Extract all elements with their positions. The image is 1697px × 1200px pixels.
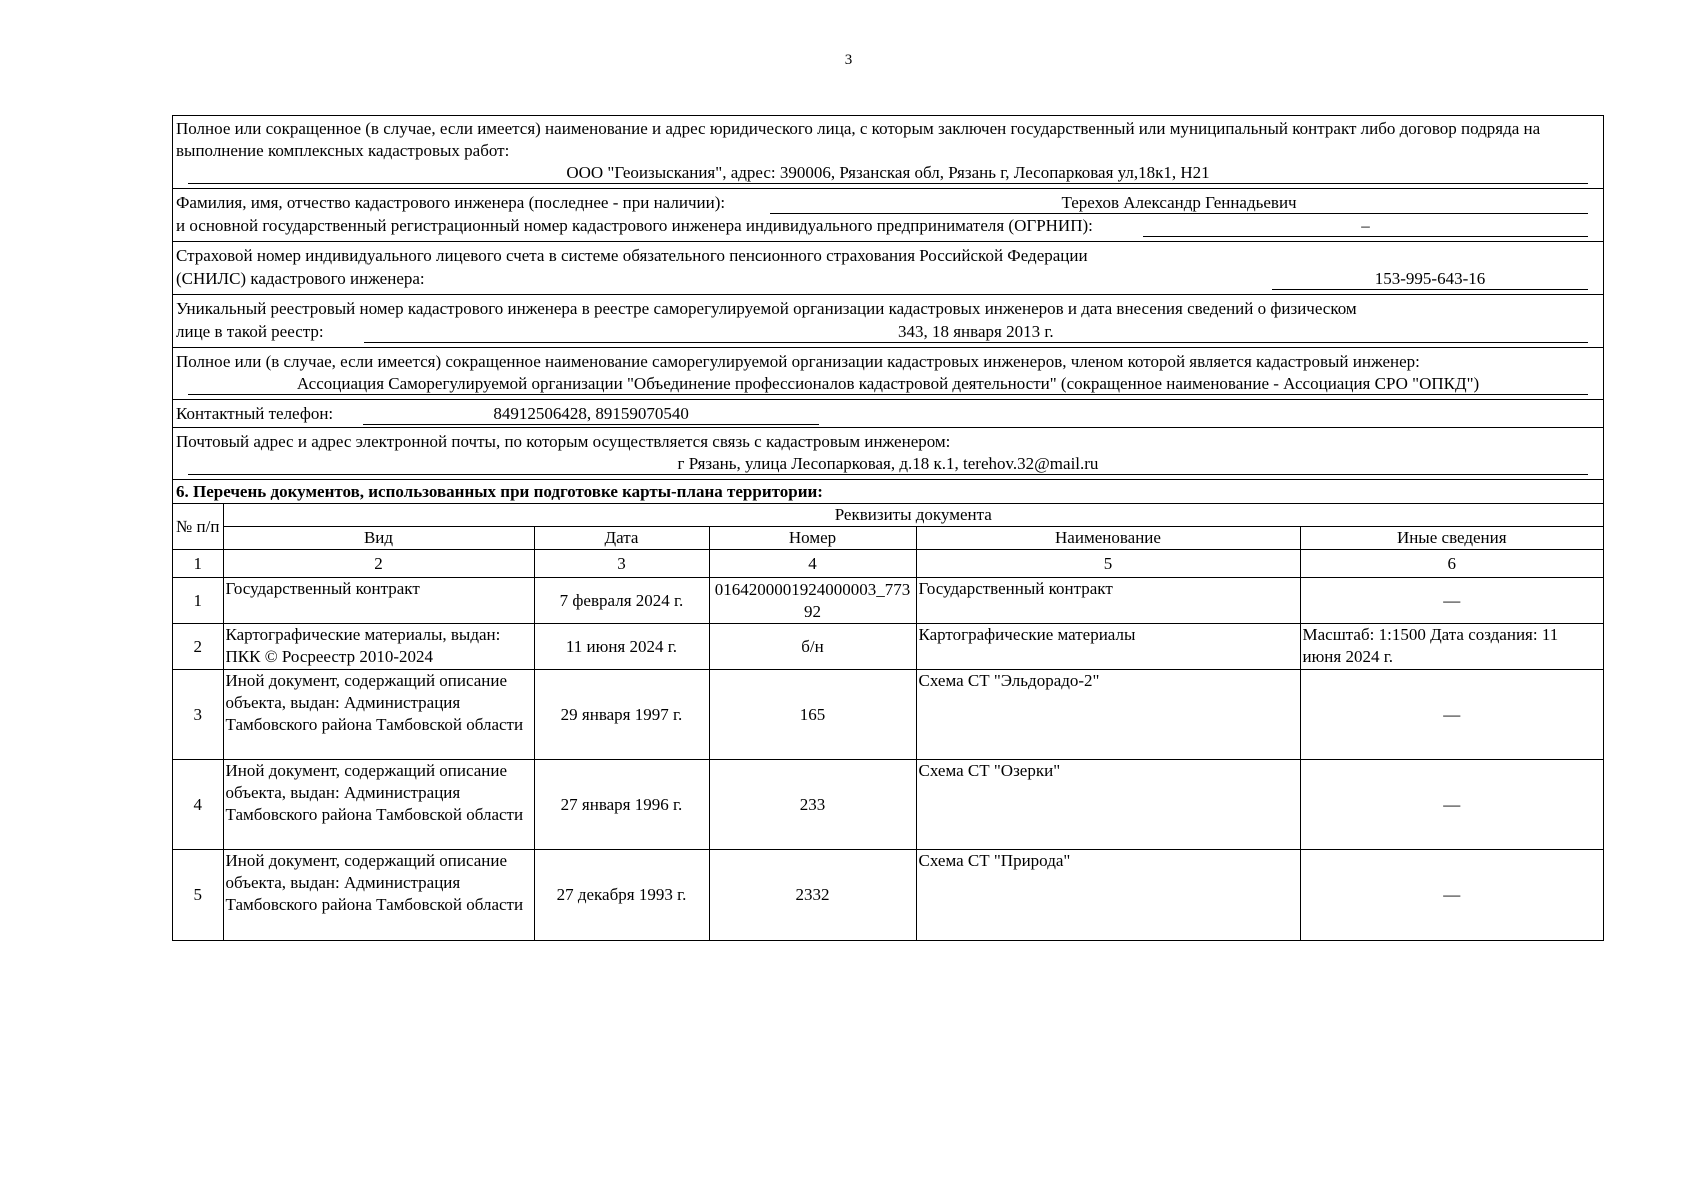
- table-row: [173, 670, 1603, 760]
- snils-label-line2: (СНИЛС) кадастрового инженера:: [176, 269, 425, 288]
- phone-label: Контактный телефон:: [176, 404, 334, 423]
- row-num-cell: 3: [173, 670, 223, 760]
- colnum-cell: 6: [1300, 550, 1603, 578]
- row-kind-cell: Картографические материалы, выдан: ПКК © Росреестр 2010-2024: [223, 624, 534, 670]
- snils-value: 153-995-643-16: [1272, 268, 1588, 290]
- row-date-cell: 29 января 1997 г.: [534, 670, 709, 760]
- engineer-name-row: [176, 191, 1600, 214]
- contractor-value: ООО "Геоизыскания", адрес: 390006, Рязанская обл, Рязань г, Лесопарковая ул,18к1, Н21: [188, 162, 1588, 184]
- table-row: [173, 578, 1603, 624]
- contractor-label: Полное или сокращенное (в случае, если имеется) наименование и адрес юридического лица, с которым заключен государственный или муниципальный контракт либо договор подряда на выполнение комплексных кадастровых работ:: [176, 119, 1541, 160]
- colnum-cell: 4: [709, 550, 916, 578]
- sro-label: Полное или (в случае, если имеется) сокращенное наименование саморегулируемой организации кадастровых инженеров, членом которой является кадастровый инженер:: [176, 352, 1420, 371]
- document-form: [172, 115, 1604, 941]
- section6-title: 6. Перечень документов, использованных при подготовке карты-плана территории:: [173, 480, 1603, 504]
- row-number-cell: 165: [709, 670, 916, 760]
- row-date-cell: 27 декабря 1993 г.: [534, 850, 709, 940]
- row-name-cell: Государственный контракт: [916, 578, 1300, 624]
- row-kind-cell: Иной документ, содержащий описание объекта, выдан: Администрация Тамбовского района Тамбовской области: [223, 670, 534, 760]
- engineer-name-label: Фамилия, имя, отчество кадастрового инженера (последнее - при наличии):: [176, 193, 726, 212]
- snils-section: [173, 242, 1603, 295]
- header-number: Номер: [709, 527, 916, 550]
- row-kind-cell: Государственный контракт: [223, 578, 534, 624]
- row-kind-cell: Иной документ, содержащий описание объекта, выдан: Администрация Тамбовского района Тамбовской области: [223, 850, 534, 940]
- address-label: Почтовый адрес и адрес электронной почты, по которым осуществляется связь с кадастровым инженером:: [176, 432, 951, 451]
- header-group: Реквизиты документа: [223, 504, 1603, 527]
- row-number-cell: б/н: [709, 624, 916, 670]
- documents-table: [173, 504, 1603, 940]
- engineer-ogrnip-label: и основной государственный регистрационный номер кадастрового инженера индивидуального предпринимателя (ОГРНИП):: [176, 216, 1093, 235]
- address-value: г Рязань, улица Лесопарковая, д.18 к.1, terehov.32@mail.ru: [188, 453, 1588, 475]
- address-section: [173, 428, 1603, 480]
- row-date-cell: 27 января 1996 г.: [534, 760, 709, 850]
- row-other-cell: —: [1300, 850, 1603, 940]
- row-number-cell: 233: [709, 760, 916, 850]
- row-other-cell: —: [1300, 760, 1603, 850]
- header-kind: Вид: [223, 527, 534, 550]
- engineer-ogrnip-row: [176, 214, 1600, 237]
- table-header-row: [173, 504, 1603, 527]
- row-number-cell: 0164200001924000003_77392: [709, 578, 916, 624]
- row-num-cell: 1: [173, 578, 223, 624]
- engineer-ogrnip-value: –: [1143, 215, 1588, 237]
- header-name: Наименование: [916, 527, 1300, 550]
- snils-row: [176, 267, 1600, 290]
- table-subheader-row: [173, 527, 1603, 550]
- row-num-cell: 2: [173, 624, 223, 670]
- colnum-cell: 1: [173, 550, 223, 578]
- sro-value: Ассоциация Саморегулируемой организации "Объединение профессионалов кадастровой деятельности" (сокращенное наименование - Ассоциация СРО "ОПКД"): [188, 373, 1588, 395]
- engineer-name-value: Терехов Александр Геннадьевич: [770, 192, 1588, 214]
- registry-value: 343, 18 января 2013 г.: [364, 321, 1588, 343]
- table-row: [173, 624, 1603, 670]
- phone-section: [173, 400, 1603, 428]
- row-date-cell: 7 февраля 2024 г.: [534, 578, 709, 624]
- contractor-section: [173, 116, 1603, 189]
- table-colnum-row: [173, 550, 1603, 578]
- phone-value: 84912506428, 89159070540: [363, 403, 819, 425]
- row-other-cell: —: [1300, 578, 1603, 624]
- registry-label-line2: лице в такой реестр:: [176, 322, 324, 341]
- row-date-cell: 11 июня 2024 г.: [534, 624, 709, 670]
- row-num-cell: 5: [173, 850, 223, 940]
- row-other-cell: Масштаб: 1:1500 Дата создания: 11 июня 2024 г.: [1300, 624, 1603, 670]
- registry-section: [173, 295, 1603, 348]
- table-row: [173, 760, 1603, 850]
- row-name-cell: Схема СТ "Эльдорадо-2": [916, 670, 1300, 760]
- row-number-cell: 2332: [709, 850, 916, 940]
- table-row: [173, 850, 1603, 940]
- snils-label-line1: Страховой номер индивидуального лицевого счета в системе обязательного пенсионного страхования Российской Федерации: [176, 246, 1088, 265]
- row-name-cell: Схема СТ "Природа": [916, 850, 1300, 940]
- row-other-cell: —: [1300, 670, 1603, 760]
- header-date: Дата: [534, 527, 709, 550]
- phone-row: [176, 402, 1600, 425]
- engineer-section: [173, 189, 1603, 242]
- registry-row: [176, 320, 1600, 343]
- row-name-cell: Картографические материалы: [916, 624, 1300, 670]
- header-other: Иные сведения: [1300, 527, 1603, 550]
- sro-section: [173, 348, 1603, 400]
- colnum-cell: 3: [534, 550, 709, 578]
- row-name-cell: Схема СТ "Озерки": [916, 760, 1300, 850]
- colnum-cell: 5: [916, 550, 1300, 578]
- page-number: 3: [844, 52, 853, 68]
- row-kind-cell: Иной документ, содержащий описание объекта, выдан: Администрация Тамбовского района Тамбовской области: [223, 760, 534, 850]
- row-num-cell: 4: [173, 760, 223, 850]
- header-num: № п/п: [173, 504, 223, 550]
- registry-label-line1: Уникальный реестровый номер кадастрового инженера в реестре саморегулируемой организации кадастровых инженеров и дата внесения сведений о физическом: [176, 299, 1357, 318]
- colnum-cell: 2: [223, 550, 534, 578]
